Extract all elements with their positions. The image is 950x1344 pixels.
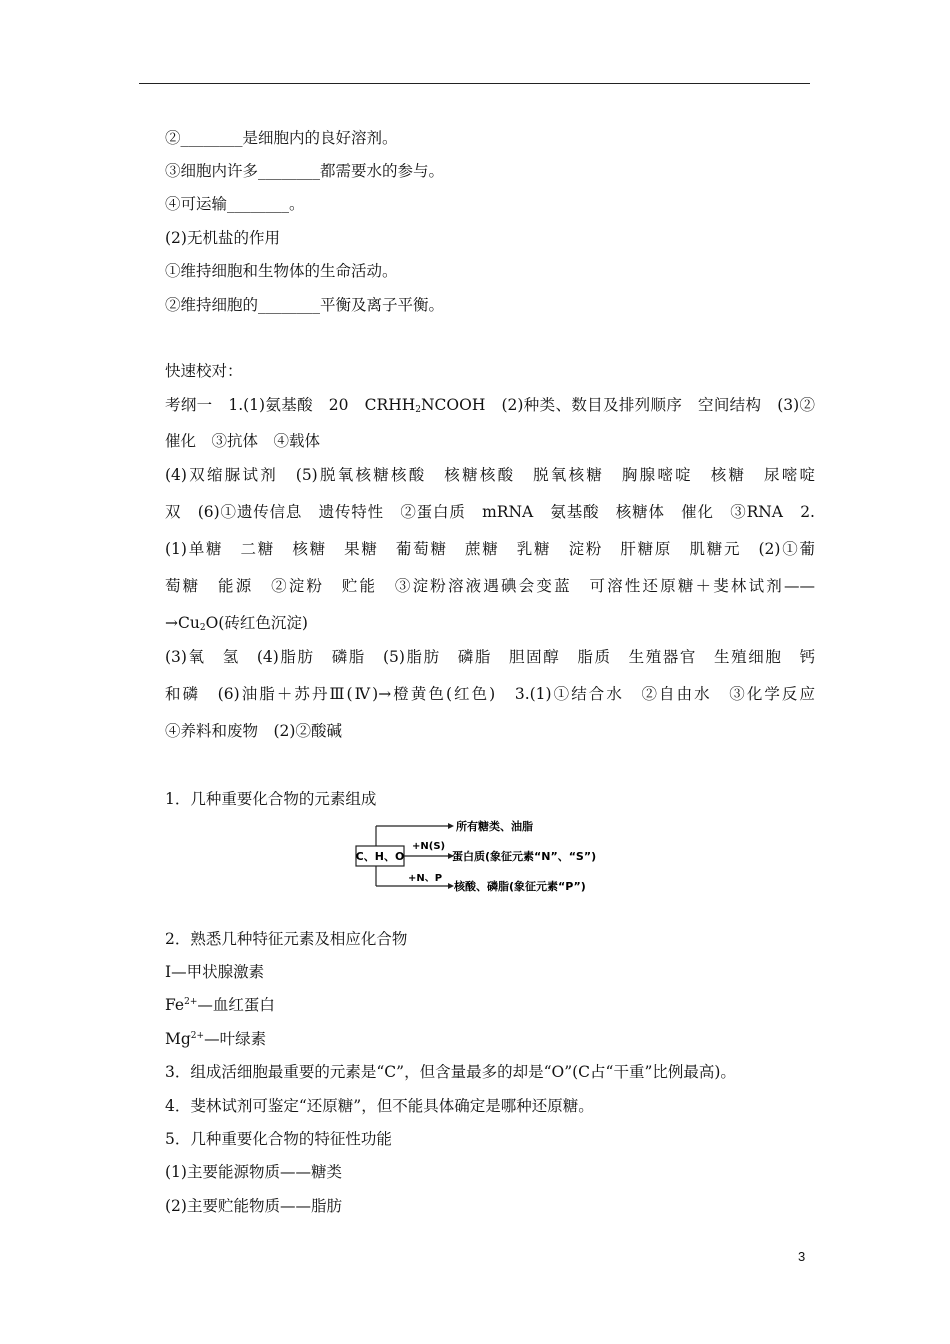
answer-line: 和磷 (6)油脂＋苏丹Ⅲ(Ⅳ)→橙黄色(红色) 3.(1)①结合水 ②自由水 ③化学反应 — [165, 685, 815, 703]
numbered-heading: 3．组成活细胞最重要的元素是“C”，但含量最多的却是“O”(C占“干重”比例最高)。 — [165, 1063, 736, 1081]
text-line: ①维持细胞和生物体的生命活动。 — [165, 262, 398, 280]
mid-arrow-label: +N(S) — [412, 841, 446, 852]
answer-text-part-a: 考纲一 1.(1)氨基酸 20 CRHH — [165, 396, 416, 414]
top-result-label: 所有糖类、油脂 — [456, 820, 533, 833]
answer-line: ④养料和废物 (2)②酸碱 — [165, 722, 342, 740]
answer-line: (3)氧 氢 (4)脂肪 磷脂 (5)脂肪 磷脂 胆固醇 脂质 生殖器官 生殖细胞 钙 — [165, 648, 815, 666]
text-line: (2)主要贮能物质——脂肪 — [165, 1197, 342, 1215]
element-compound: —血红蛋白 — [197, 996, 275, 1014]
subscript: 2 — [199, 623, 206, 633]
element-symbol: Mg — [165, 1030, 191, 1048]
numbered-heading: 2．熟悉几种特征元素及相应化合物 — [165, 930, 408, 948]
text-line: ③细胞内许多________都需要水的参与。 — [165, 162, 445, 180]
answer-text-part-b: NCOOH (2)种类、数目及排列顺序 空间结构 (3)② — [420, 396, 815, 414]
header-rule — [139, 83, 810, 84]
text-line: (2)无机盐的作用 — [165, 229, 280, 247]
section-heading: 快速校对： — [165, 362, 243, 380]
answer-line: (1)单糖 二糖 核糖 果糖 葡萄糖 蔗糖 乳糖 淀粉 肝糖原 肌糖元 (2)①葡 — [165, 540, 815, 558]
source-label: C、H、O — [355, 850, 405, 863]
text-line: ②维持细胞的________平衡及离子平衡。 — [165, 296, 445, 314]
numbered-heading: 4．斐林试剂可鉴定“还原糖”，但不能具体确定是哪种还原糖。 — [165, 1097, 594, 1115]
text-line: ④可运输________。 — [165, 195, 305, 213]
answer-line: 催化 ③抗体 ④载体 — [165, 432, 321, 450]
answer-text-part-b: O(砖红色沉淀) — [205, 614, 308, 632]
text-line: (1)主要能源物质——糖类 — [165, 1163, 342, 1181]
text-line: ②________是细胞内的良好溶剂。 — [165, 129, 398, 147]
answer-line: 萄糖 能源 ②淀粉 贮能 ③淀粉溶液遇碘会变蓝 可溶性还原糖＋斐林试剂—— — [165, 577, 815, 595]
text-line: I—甲状腺激素 — [165, 963, 265, 981]
answer-text-part-a: →Cu — [165, 614, 200, 632]
element-compound: —叶绿素 — [204, 1030, 267, 1048]
superscript: 2+ — [184, 997, 198, 1007]
bottom-arrow-label: +N、P — [408, 873, 443, 884]
answer-line: (4)双缩脲试剂 (5)脱氧核糖核酸 核糖核酸 脱氧核糖 胸腺嘧啶 核糖 尿嘧啶 — [165, 466, 815, 484]
numbered-heading: 1．几种重要化合物的元素组成 — [165, 790, 377, 808]
superscript: 2+ — [190, 1031, 205, 1041]
text-line — [165, 1029, 815, 1049]
answer-line — [165, 395, 815, 415]
arrow-head — [448, 823, 454, 829]
element-composition-diagram — [350, 820, 630, 900]
page-number: 3 — [798, 1249, 806, 1264]
numbered-heading: 5．几种重要化合物的特征性功能 — [165, 1130, 392, 1148]
mid-result-label: 蛋白质(象征元素“N”、“S”) — [452, 850, 597, 863]
bottom-result-label: 核酸、磷脂(象征元素“P”) — [454, 880, 586, 893]
subscript: 2 — [415, 405, 421, 415]
element-symbol: Fe — [165, 996, 185, 1014]
answer-line — [165, 613, 815, 633]
text-line — [165, 995, 815, 1015]
answer-line: 双 (6)①遗传信息 遗传特性 ②蛋白质 mRNA 氨基酸 核糖体 催化 ③RNA 2. — [165, 503, 815, 521]
